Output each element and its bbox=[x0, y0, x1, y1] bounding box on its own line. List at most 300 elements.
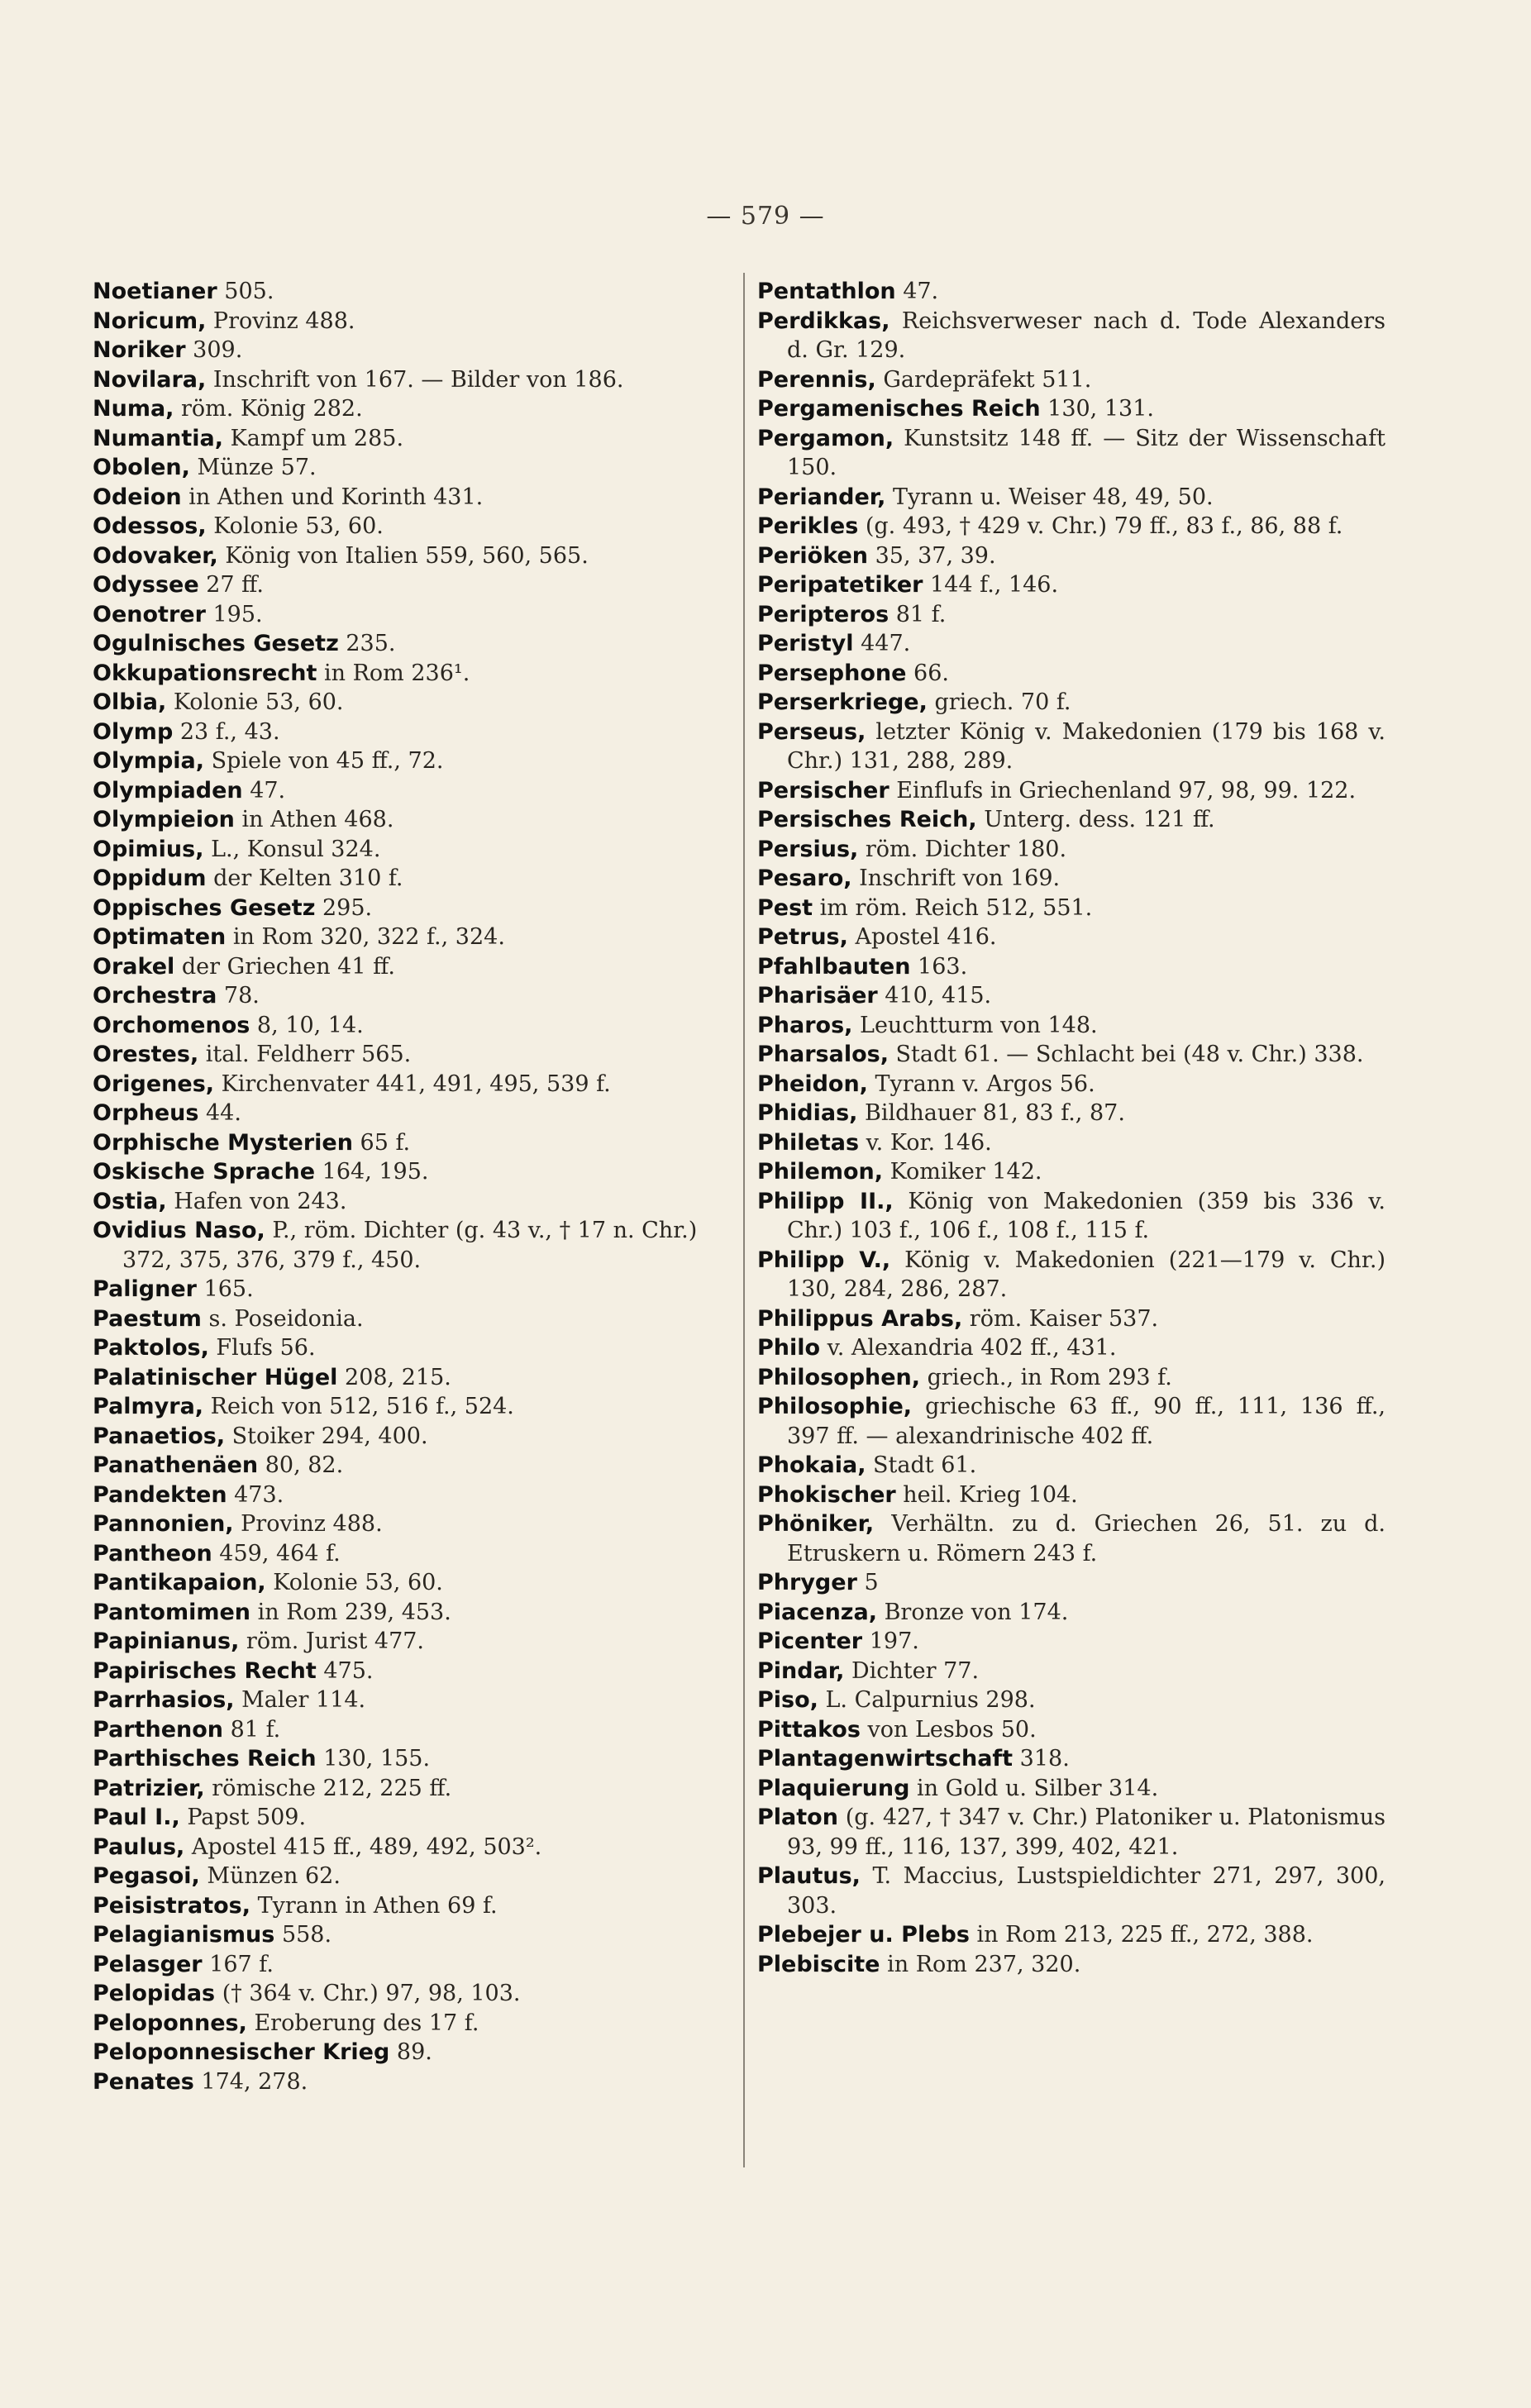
index-entry bbox=[757, 688, 1386, 718]
index-entry bbox=[93, 1539, 746, 1569]
index-entry bbox=[757, 1040, 1386, 1070]
index-entry bbox=[93, 2038, 746, 2067]
index-entry-term: Paulus, bbox=[93, 1833, 185, 1860]
index-entry-references: Leuchtturm von 148. bbox=[852, 1012, 1098, 1038]
index-entry-references: 47. bbox=[242, 777, 286, 803]
index-entry-term: Papinianus, bbox=[93, 1628, 240, 1654]
index-entry-term: Pergamon, bbox=[757, 425, 894, 451]
index-entry bbox=[757, 1598, 1386, 1628]
index-entry bbox=[93, 718, 746, 747]
index-entry-term: Olympia, bbox=[93, 748, 204, 774]
index-entry-term: Oppisches Gesetz bbox=[93, 894, 316, 921]
index-entry bbox=[757, 394, 1386, 424]
index-entry-term: Olymp bbox=[93, 718, 174, 745]
index-entry bbox=[93, 336, 746, 365]
index-entry-term: Pheidon, bbox=[757, 1070, 868, 1097]
index-entry bbox=[757, 541, 1386, 571]
index-entry-term: Perserkriege, bbox=[757, 689, 928, 715]
index-entry-references: 164, 195. bbox=[315, 1159, 429, 1185]
index-entry-term: Pharisäer bbox=[757, 983, 878, 1008]
index-entry-term: Orchomenos bbox=[93, 1012, 250, 1038]
index-entry bbox=[93, 541, 746, 571]
index-entry-term: Pergamenisches Reich bbox=[757, 396, 1041, 422]
index-entry-term: Peristyl bbox=[757, 631, 854, 656]
index-entry bbox=[757, 835, 1386, 865]
index-entry-term: Perdikkas, bbox=[757, 308, 890, 334]
index-entry bbox=[93, 864, 746, 894]
index-entry-term: Pest bbox=[757, 894, 813, 921]
index-entry-references: in Athen 468. bbox=[234, 807, 394, 832]
index-entry bbox=[93, 1157, 746, 1187]
index-entry-references: in Athen und Korinth 431. bbox=[181, 484, 484, 510]
index-entry bbox=[757, 1627, 1386, 1657]
index-entry-term: Pfahlbauten bbox=[757, 953, 911, 980]
index-entry-references: 505. bbox=[217, 279, 274, 304]
index-entry-term: Parthenon bbox=[93, 1716, 224, 1743]
index-entry-term: Orpheus bbox=[93, 1100, 199, 1126]
index-entry-references: Komiker 142. bbox=[883, 1159, 1042, 1185]
index-entry-references: griech., in Rom 293 f. bbox=[920, 1364, 1172, 1390]
index-entry-references: 44. bbox=[198, 1100, 241, 1126]
index-entry-term: Palatinischer Hügel bbox=[93, 1364, 338, 1390]
index-entry bbox=[757, 805, 1386, 835]
index-entry-term: Parthisches Reich bbox=[93, 1746, 317, 1771]
index-entry-term: Paestum bbox=[93, 1305, 202, 1332]
index-entry-references: Papst 509. bbox=[179, 1805, 307, 1830]
index-entry bbox=[93, 483, 746, 513]
index-entry bbox=[757, 512, 1386, 541]
index-entry bbox=[757, 1246, 1386, 1304]
index-entry bbox=[93, 1099, 746, 1128]
index-entry-term: Olbia, bbox=[93, 689, 167, 715]
index-entry bbox=[757, 1011, 1386, 1041]
index-entry bbox=[93, 1040, 746, 1070]
index-entry bbox=[93, 1920, 746, 1950]
index-entry-term: Odessos, bbox=[93, 513, 207, 539]
index-entry-references: L., Konsul 324. bbox=[203, 836, 381, 862]
index-entry-references: 81 f. bbox=[889, 601, 947, 627]
index-entry bbox=[93, 2067, 746, 2097]
index-entry bbox=[93, 1657, 746, 1686]
index-entry bbox=[93, 923, 746, 952]
index-entry-term: Piacenza, bbox=[757, 1599, 877, 1625]
index-entry bbox=[93, 1451, 746, 1481]
index-entry-references: Apostel 416. bbox=[847, 924, 997, 950]
index-entry-term: Penates bbox=[93, 2068, 194, 2095]
index-entry bbox=[757, 307, 1386, 365]
index-entry-references: Eroberung des 17 f. bbox=[246, 2010, 479, 2036]
index-entry-term: Philipp II., bbox=[757, 1188, 894, 1214]
index-entry bbox=[757, 1128, 1386, 1158]
index-entry-references: 130, 155. bbox=[316, 1746, 431, 1771]
index-entry-references: Hafen von 243. bbox=[166, 1188, 347, 1214]
index-entry-references: 195. bbox=[205, 601, 263, 627]
index-entry-references: Stadt 61. — Schlacht bei (48 v. Chr.) 338. bbox=[888, 1042, 1364, 1067]
index-entry-references: in Rom 320, 322 f., 324. bbox=[226, 924, 505, 950]
index-entry-references: Provinz 488. bbox=[233, 1511, 383, 1537]
index-entry-references: Kolonie 53, 60. bbox=[166, 689, 344, 715]
index-entry-term: Plebiscite bbox=[757, 1951, 880, 1977]
index-entry-term: Obolen, bbox=[93, 455, 190, 480]
index-entry-references: Tyrann in Athen 69 f. bbox=[250, 1892, 498, 1919]
column-divider bbox=[743, 273, 745, 2167]
index-entry bbox=[93, 629, 746, 659]
index-entry-references: griech. 70 f. bbox=[927, 689, 1071, 715]
index-entry-references: König von Makedonien (359 bis 336 v. Chr.) 103 f., 106 f., 108 f., 115 f. bbox=[787, 1188, 1386, 1243]
index-entry bbox=[93, 1715, 746, 1745]
index-entry-references: Apostel 415 ff., 489, 492, 503². bbox=[184, 1833, 542, 1860]
index-entry-term: Plebejer u. Plebs bbox=[757, 1922, 970, 1948]
index-entry bbox=[757, 894, 1386, 923]
index-entry bbox=[93, 776, 746, 806]
index-entry-references: Kolonie 53, 60. bbox=[206, 513, 384, 539]
index-entry bbox=[757, 952, 1386, 982]
index-entry bbox=[93, 1481, 746, 1510]
index-entry-references: Inschrift von 167. — Bilder von 186. bbox=[206, 366, 624, 393]
index-entry-references: 80, 82. bbox=[258, 1452, 344, 1478]
index-entry-term: Pandekten bbox=[93, 1481, 227, 1508]
index-entry-references: Bronze von 174. bbox=[877, 1599, 1069, 1625]
index-entry bbox=[93, 659, 746, 689]
index-entry bbox=[757, 1099, 1386, 1128]
index-entry bbox=[757, 600, 1386, 630]
index-entry-references: Tyrann u. Weiser 48, 49, 50. bbox=[885, 484, 1214, 510]
index-entry bbox=[93, 1187, 746, 1217]
index-entry-term: Pentathlon bbox=[757, 279, 896, 304]
index-entry-term: Pegasoi, bbox=[93, 1863, 200, 1889]
index-entry-term: Pittakos bbox=[757, 1716, 861, 1743]
index-entry-term: Olympiaden bbox=[93, 777, 243, 803]
index-entry-term: Odovaker, bbox=[93, 542, 218, 569]
index-entry-references: Einflufs in Griechenland 97, 98, 99. 122. bbox=[889, 777, 1357, 803]
index-entry-term: Olympieion bbox=[93, 807, 235, 832]
index-entry-references: († 364 v. Chr.) 97, 98, 103. bbox=[215, 1981, 521, 2006]
index-entry bbox=[757, 1774, 1386, 1804]
index-entry-term: Oenotrer bbox=[93, 601, 206, 627]
index-entry bbox=[757, 1657, 1386, 1686]
index-entry bbox=[757, 1568, 1386, 1598]
index-entry-term: Paktolos, bbox=[93, 1335, 209, 1361]
index-entry bbox=[93, 1070, 746, 1099]
index-entry bbox=[93, 1686, 746, 1715]
index-entry-term: Perennis, bbox=[757, 366, 876, 393]
index-entry-term: Philosophie, bbox=[757, 1394, 913, 1419]
index-entry-references: Inschrift von 169. bbox=[851, 865, 1061, 891]
index-entry-references: Provinz 488. bbox=[206, 308, 355, 334]
index-entry-references: in Rom 213, 225 ff., 272, 388. bbox=[969, 1922, 1314, 1948]
index-entry-term: Phokischer bbox=[757, 1481, 896, 1508]
index-entry-term: Petrus, bbox=[757, 924, 848, 950]
index-entry-references: Kolonie 53, 60. bbox=[265, 1570, 443, 1595]
index-entry-references: König von Italien 559, 560, 565. bbox=[217, 542, 589, 569]
index-column-right bbox=[757, 277, 1386, 1979]
index-entry-term: Palmyra, bbox=[93, 1394, 204, 1419]
index-entry-term: Perikles bbox=[757, 513, 859, 539]
index-entry bbox=[93, 1422, 746, 1452]
index-entry bbox=[757, 1920, 1386, 1950]
index-entry-references: heil. Krieg 104. bbox=[895, 1481, 1078, 1508]
index-entry bbox=[757, 981, 1386, 1011]
index-entry bbox=[757, 1862, 1386, 1920]
index-entry-term: Peripteros bbox=[757, 601, 890, 627]
index-entry-references: im röm. Reich 512, 551. bbox=[813, 894, 1093, 921]
index-entry bbox=[757, 1803, 1386, 1862]
index-entry-references: 318. bbox=[1013, 1746, 1070, 1771]
index-entry-term: Oppidum bbox=[93, 865, 207, 891]
index-entry-references: Kirchenvater 441, 491, 495, 539 f. bbox=[214, 1070, 611, 1097]
index-entry bbox=[757, 923, 1386, 952]
index-entry-references: von Lesbos 50. bbox=[860, 1716, 1037, 1743]
index-entry-references: (g. 427, † 347 v. Chr.) Platoniker u. Platonismus 93, 99 ff., 116, 137, 399, 402, 421. bbox=[787, 1805, 1386, 1860]
index-entry-references: röm. Jurist 477. bbox=[239, 1628, 425, 1654]
index-entry bbox=[757, 424, 1386, 483]
index-entry-references: 27 ff. bbox=[198, 572, 264, 598]
index-entry-references: 78. bbox=[217, 983, 260, 1008]
index-entry bbox=[93, 1392, 746, 1422]
index-entry bbox=[93, 394, 746, 424]
index-entry-term: Pantheon bbox=[93, 1540, 212, 1566]
index-entry-references: ital. Feldherr 565. bbox=[198, 1042, 412, 1067]
index-entry bbox=[93, 1275, 746, 1304]
index-entry-references: 208, 215. bbox=[337, 1364, 451, 1390]
index-entry bbox=[93, 1833, 746, 1862]
index-entry-term: Odyssee bbox=[93, 572, 199, 598]
index-entry-term: Ovidius Naso, bbox=[93, 1218, 265, 1243]
index-entry bbox=[93, 453, 746, 483]
index-entry-references: röm. König 282. bbox=[174, 396, 363, 422]
index-entry-references: 165. bbox=[196, 1276, 254, 1302]
index-entry bbox=[93, 1568, 746, 1598]
index-entry bbox=[93, 570, 746, 600]
index-entry-references: Stoiker 294, 400. bbox=[225, 1423, 428, 1449]
index-entry-term: Panathenäen bbox=[93, 1452, 259, 1478]
index-entry-references: v. Kor. 146. bbox=[859, 1129, 992, 1156]
index-entry bbox=[93, 1128, 746, 1158]
index-entry-term: Pharos, bbox=[757, 1012, 853, 1038]
index-entry-term: Novilara, bbox=[93, 366, 207, 393]
index-entry bbox=[757, 776, 1386, 806]
index-entry-term: Plaquierung bbox=[757, 1775, 910, 1801]
index-entry-term: Phryger bbox=[757, 1570, 857, 1595]
index-entry bbox=[93, 1627, 746, 1657]
index-entry bbox=[757, 629, 1386, 659]
index-entry-term: Numa, bbox=[93, 396, 174, 422]
index-entry bbox=[757, 1304, 1386, 1334]
index-entry-references: Spiele von 45 ff., 72. bbox=[204, 748, 444, 774]
index-entry-term: Noricum, bbox=[93, 308, 207, 334]
index-entry-term: Plautus, bbox=[757, 1863, 861, 1889]
index-entry-references: 197. bbox=[862, 1628, 919, 1654]
index-entry bbox=[93, 981, 746, 1011]
index-entry bbox=[93, 1891, 746, 1921]
index-entry-references: der Griechen 41 ff. bbox=[174, 953, 395, 980]
index-entry-term: Picenter bbox=[757, 1628, 863, 1654]
index-entry-term: Pelagianismus bbox=[93, 1922, 275, 1948]
index-entry-references: Kampf um 285. bbox=[223, 425, 404, 451]
index-entry-term: Pantomimen bbox=[93, 1599, 251, 1625]
index-entry bbox=[93, 1363, 746, 1393]
index-entry-references: 163. bbox=[910, 953, 968, 980]
index-entry-references: 167 f. bbox=[202, 1951, 274, 1977]
index-entry bbox=[93, 1950, 746, 1980]
index-entry-term: Oskische Sprache bbox=[93, 1159, 316, 1185]
index-entry-term: Periöken bbox=[757, 542, 868, 569]
index-entry bbox=[93, 512, 746, 541]
index-entry-references: röm. Dichter 180. bbox=[858, 836, 1067, 862]
index-entry-term: Philosophen, bbox=[757, 1364, 921, 1390]
index-entry bbox=[93, 424, 746, 454]
index-entry-references: 66. bbox=[906, 660, 949, 686]
index-entry-references: Stadt 61. bbox=[866, 1452, 977, 1478]
index-entry-references: griechische 63 ff., 90 ff., 111, 136 ff., 397 ff. — alexandrinische 402 ff. bbox=[787, 1394, 1386, 1449]
index-entry-references: Tyrann v. Argos 56. bbox=[867, 1070, 1095, 1097]
index-entry-references: L. Calpurnius 298. bbox=[818, 1687, 1036, 1713]
index-entry-term: Orphische Mysterien bbox=[93, 1129, 353, 1156]
index-entry-term: Philetas bbox=[757, 1129, 860, 1156]
index-entry-term: Peripatetiker bbox=[757, 572, 923, 598]
index-entry-references: 309. bbox=[185, 337, 243, 363]
index-entry-references: 81 f. bbox=[223, 1716, 281, 1743]
index-entry-references: Reich von 512, 516 f., 524. bbox=[203, 1394, 514, 1419]
index-entry-references: König v. Makedonien (221—179 v. Chr.) 130, 284, 286, 287. bbox=[787, 1247, 1386, 1302]
index-entry-references: Unterg. dess. 121 ff. bbox=[976, 807, 1215, 832]
index-entry-term: Peisistratos, bbox=[93, 1892, 250, 1919]
index-entry-term: Noetianer bbox=[93, 279, 217, 304]
index-entry bbox=[757, 1187, 1386, 1246]
index-entry-term: Persisches Reich, bbox=[757, 807, 977, 832]
index-entry-references: 8, 10, 14. bbox=[250, 1012, 364, 1038]
index-entry bbox=[93, 600, 746, 630]
index-entry bbox=[757, 718, 1386, 776]
index-entry bbox=[93, 835, 746, 865]
index-entry-term: Periander, bbox=[757, 484, 886, 510]
index-entry-references: 295. bbox=[315, 894, 373, 921]
index-entry bbox=[757, 365, 1386, 395]
index-entry-references: röm. Kaiser 537. bbox=[962, 1305, 1159, 1332]
index-entry-term: Persephone bbox=[757, 660, 907, 686]
index-entry bbox=[757, 864, 1386, 894]
index-entry bbox=[757, 1744, 1386, 1774]
page-number: — 579 — bbox=[706, 202, 825, 231]
index-entry-term: Paligner bbox=[93, 1276, 197, 1302]
index-entry bbox=[757, 1509, 1386, 1568]
index-entry bbox=[757, 1451, 1386, 1481]
index-entry-references: Gardepräfekt 511. bbox=[875, 366, 1092, 393]
index-entry-term: Philippus Arabs, bbox=[757, 1305, 963, 1332]
index-entry-references: 410, 415. bbox=[877, 983, 992, 1008]
index-entry-references: 235. bbox=[338, 631, 396, 656]
index-entry-references: 89. bbox=[389, 2039, 432, 2065]
index-entry bbox=[93, 1333, 746, 1363]
index-entry-term: Platon bbox=[757, 1805, 838, 1830]
index-entry-term: Phidias, bbox=[757, 1100, 858, 1126]
index-entry-term: Pelasger bbox=[93, 1951, 203, 1977]
index-entry bbox=[93, 688, 746, 718]
index-entry bbox=[93, 1011, 746, 1041]
index-entry bbox=[757, 1157, 1386, 1187]
index-entry-term: Peloponnes, bbox=[93, 2010, 247, 2036]
index-entry-references: Bildhauer 81, 83 f., 87. bbox=[857, 1100, 1125, 1126]
index-entry bbox=[93, 365, 746, 395]
index-entry-term: Optimaten bbox=[93, 924, 227, 950]
index-entry-term: Philipp V., bbox=[757, 1247, 891, 1273]
index-entry-references: 459, 464 f. bbox=[212, 1540, 341, 1566]
index-entry-term: Orakel bbox=[93, 953, 175, 980]
index-entry-term: Pharsalos, bbox=[757, 1042, 889, 1067]
index-entry-term: Piso, bbox=[757, 1687, 818, 1713]
index-entry-references: P., röm. Dichter (g. 43 v., † 17 n. Chr.) 372, 375, 376, 379 f., 450. bbox=[122, 1218, 698, 1273]
index-entry-references: Maler 114. bbox=[234, 1687, 366, 1713]
index-entry bbox=[93, 1979, 746, 2009]
index-entry-references: in Rom 239, 453. bbox=[250, 1599, 451, 1625]
index-entry bbox=[757, 483, 1386, 513]
index-column-left bbox=[93, 277, 746, 2096]
index-entry-term: Panaetios, bbox=[93, 1423, 226, 1449]
index-entry bbox=[93, 1598, 746, 1628]
index-entry bbox=[93, 1744, 746, 1774]
index-entry-term: Pesaro, bbox=[757, 865, 852, 891]
index-entry-term: Papirisches Recht bbox=[93, 1657, 317, 1684]
index-entry bbox=[757, 1392, 1386, 1451]
index-entry-references: 475. bbox=[316, 1657, 374, 1684]
index-entry-references: 35, 37, 39. bbox=[868, 542, 996, 569]
index-entry-term: Paul I., bbox=[93, 1805, 180, 1830]
index-entry-references: 473. bbox=[227, 1481, 284, 1508]
index-entry-term: Pelopidas bbox=[93, 1981, 216, 2006]
index-entry-term: Peloponnesischer Krieg bbox=[93, 2039, 390, 2065]
index-entry-references: 558. bbox=[274, 1922, 332, 1948]
index-entry-references: Dichter 77. bbox=[844, 1657, 980, 1684]
index-entry bbox=[93, 894, 746, 923]
index-entry-references: letzter König v. Makedonien (179 bis 168 v. Chr.) 131, 288, 289. bbox=[787, 718, 1386, 774]
index-entry bbox=[757, 1070, 1386, 1099]
index-entry bbox=[93, 746, 746, 776]
index-entry-term: Orchestra bbox=[93, 983, 217, 1008]
index-entry-references: Münze 57. bbox=[189, 455, 317, 480]
index-entry bbox=[757, 1481, 1386, 1510]
index-entry-references: Flufs 56. bbox=[208, 1335, 316, 1361]
index-entry-term: Odeion bbox=[93, 484, 182, 510]
index-entry-term: Phokaia, bbox=[757, 1452, 866, 1478]
index-entry-term: Ogulnisches Gesetz bbox=[93, 631, 339, 656]
index-entry-references: 144 f., 146. bbox=[923, 572, 1059, 598]
index-entry bbox=[93, 805, 746, 835]
index-entry-references: Reichsverweser nach d. Tode Alexanders d. Gr. 129. bbox=[787, 308, 1386, 363]
index-entry-references: der Kelten 310 f. bbox=[206, 865, 403, 891]
index-entry-term: Noriker bbox=[93, 337, 186, 363]
index-entry bbox=[757, 570, 1386, 600]
index-entry-term: Pannonien, bbox=[93, 1511, 234, 1537]
index-entry-references: 5 bbox=[856, 1570, 879, 1595]
index-entry-references: in Rom 236¹. bbox=[317, 660, 470, 686]
index-entry-term: Origenes, bbox=[93, 1070, 215, 1097]
index-entry bbox=[93, 1862, 746, 1891]
index-entry bbox=[757, 1950, 1386, 1980]
index-entry bbox=[93, 1774, 746, 1804]
index-entry-references: in Rom 237, 320. bbox=[880, 1951, 1081, 1977]
index-entry-term: Parrhasios, bbox=[93, 1687, 235, 1713]
index-entry-references: T. Maccius, Lustspieldichter 271, 297, 300, 303. bbox=[787, 1863, 1386, 1919]
index-entry bbox=[93, 1803, 746, 1833]
index-entry-references: Münzen 62. bbox=[199, 1863, 341, 1889]
index-entry-references: 23 f., 43. bbox=[173, 718, 280, 745]
index-entry-references: 130, 131. bbox=[1040, 396, 1154, 422]
index-entry-references: 47. bbox=[895, 279, 939, 304]
index-entry bbox=[757, 1686, 1386, 1715]
index-entry-term: Opimius, bbox=[93, 836, 204, 862]
index-entry-references: 447. bbox=[853, 631, 911, 656]
index-entry-term: Patrizier, bbox=[93, 1775, 205, 1801]
